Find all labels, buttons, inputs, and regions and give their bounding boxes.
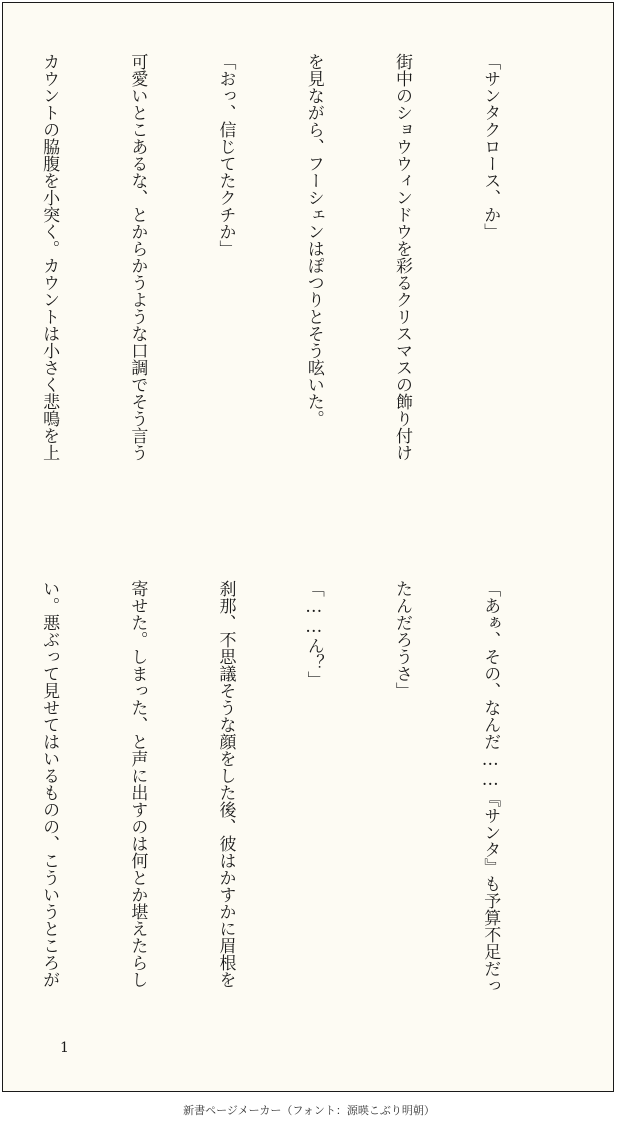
text-line: カウントの脇腹を小突く。カウントは小さく悲鳴を上 — [39, 53, 60, 461]
text-line: 「おっ、信じてたクチか」 — [215, 53, 236, 257]
text-line: 「あぁ、その、なんだ……『サンタ』も予算不足だっ — [480, 580, 501, 994]
text-line: たんだろうさ」 — [391, 580, 412, 699]
text-line: 刹那、不思議そうな顔をした後、彼はかすかに眉根を — [215, 580, 236, 988]
text-line: 街中のショウウィンドウを彩るクリスマスの飾り付け — [391, 53, 412, 461]
text-line: 「サンタクロース、か」 — [480, 53, 501, 240]
text-line: 寄せた。しまった、と声に出すのは何とか堪えたらし — [127, 580, 148, 988]
text-line: 可愛いとこあるな、とからかうような口調でそう言う — [127, 53, 148, 461]
text-block-bottom — [0, 580, 563, 1010]
page-number: 1 — [60, 1040, 69, 1056]
manuscript-page — [2, 2, 614, 1092]
text-block-top — [0, 53, 563, 528]
text-line: 「……ん？」 — [303, 580, 324, 688]
text-line: を見ながら、フーシェンはぽつりとそう呟いた。 — [303, 53, 324, 427]
text-line: い。悪ぶって見せてはいるものの、こういうところが — [39, 580, 60, 988]
footer-credit: 新書ページメーカー（フォント：源暎こぶり明朝） — [183, 1104, 435, 1117]
